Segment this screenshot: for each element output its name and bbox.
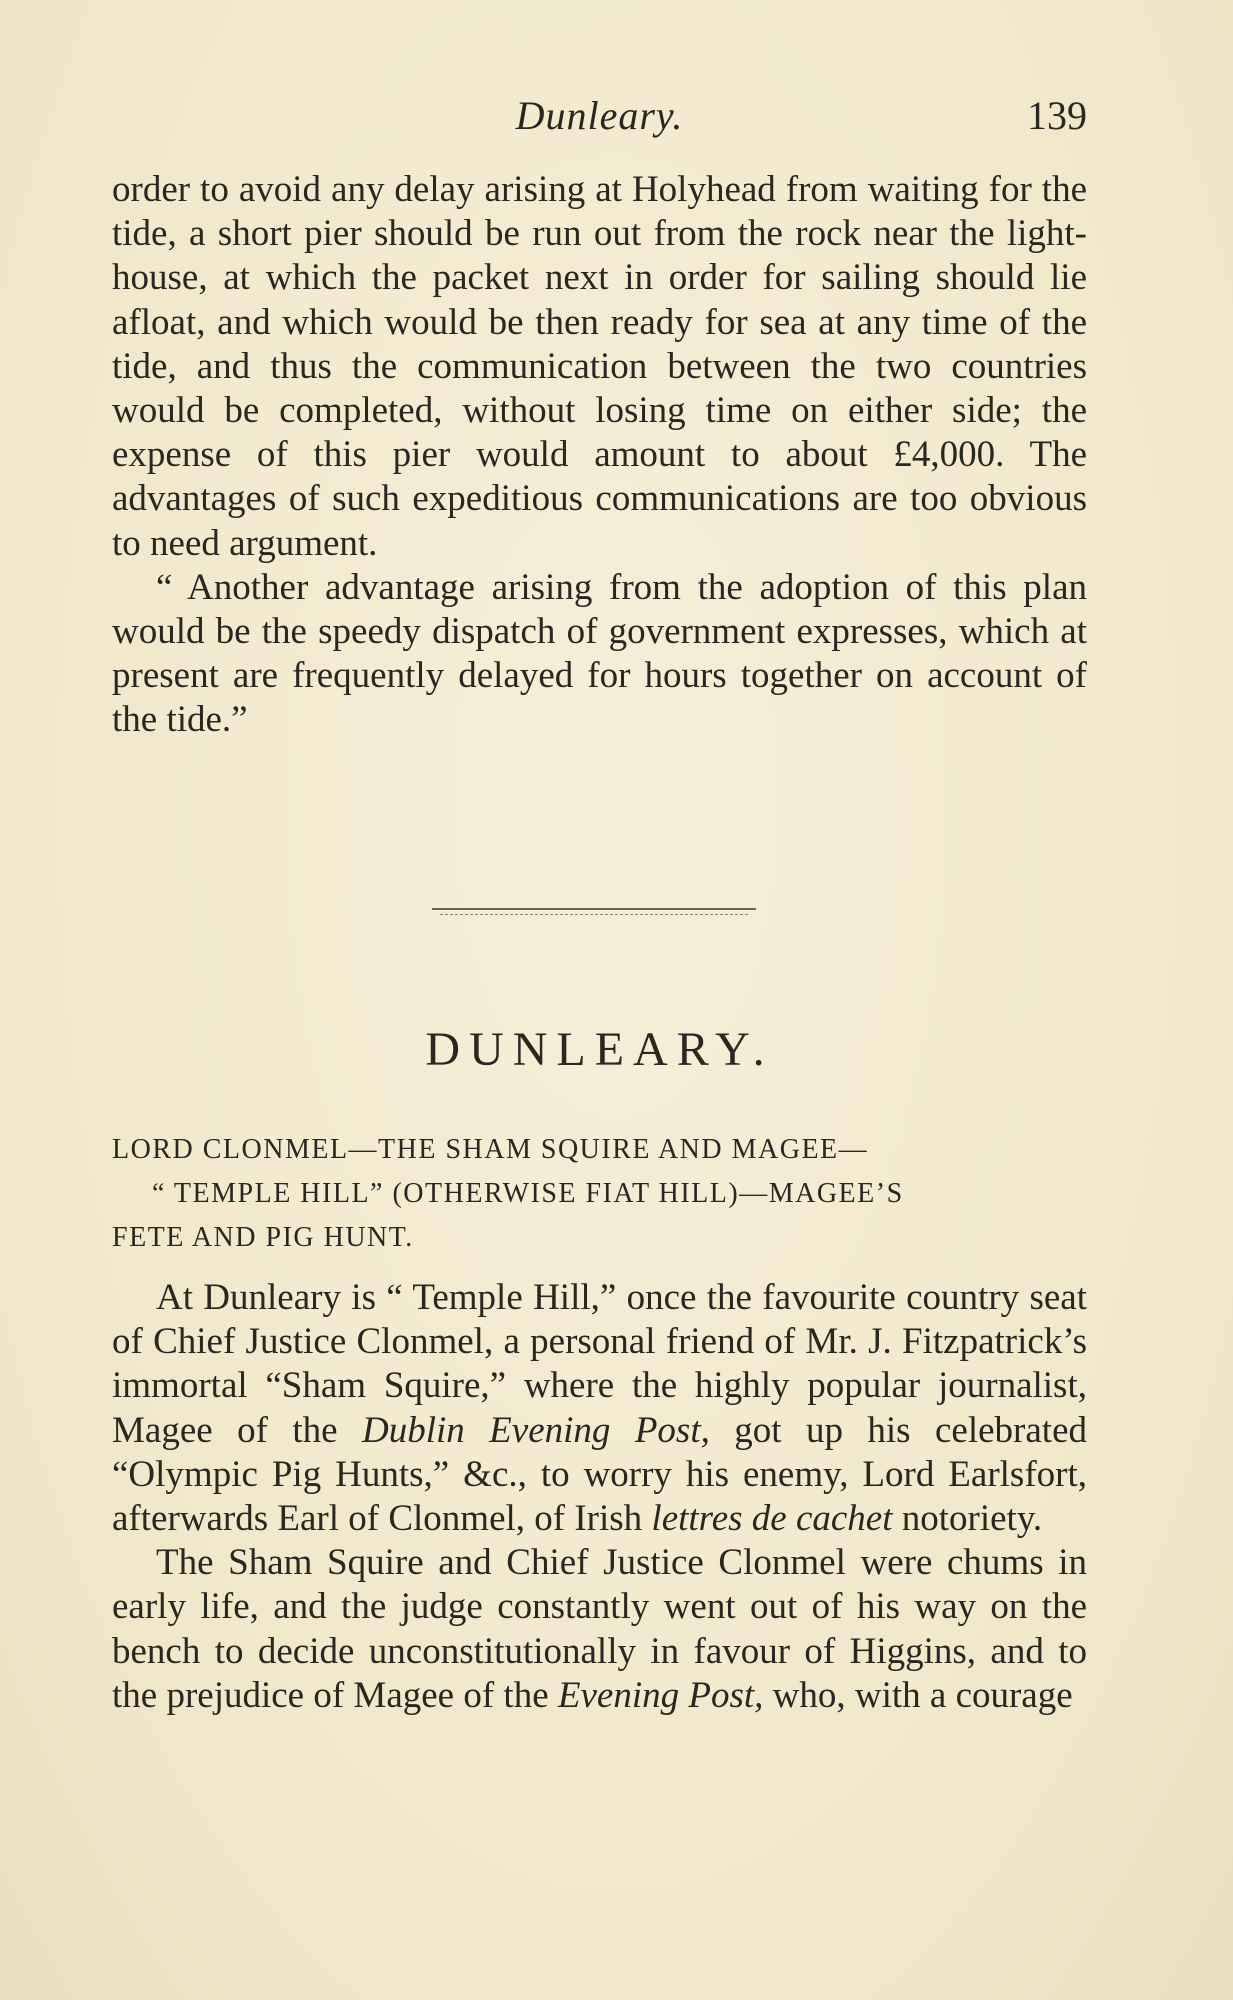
text-run: who, with a courage (763, 1674, 1073, 1716)
section-subheading (112, 1128, 1087, 1260)
subheading-line: “ TEMPLE HILL” (OTHERWISE FIAT HILL)—MAGEE’S (152, 1178, 904, 1209)
text-run: The Sham Squire and Chief Justice Clonmel were chums in early life, and the judge constantly went out of his way on the bench to decide unconstitutionally in favour of Higgins, and to the prejudice of Magee of the (112, 1542, 1087, 1716)
page-header (112, 92, 1087, 142)
page-number: 139 (1027, 93, 1087, 138)
continued-text (112, 168, 1087, 743)
italic-title: Evening Post, (557, 1674, 764, 1716)
paragraph (112, 1541, 1087, 1718)
subheading-line: LORD CLONMEL—THE SHAM SQUIRE AND MAGEE— (112, 1134, 869, 1165)
section-divider (432, 908, 756, 910)
text-run: got up his celebrated “Olympic Pig Hunts,” &c., to worry his enemy, Lord Earlsfort, afterwards Earl of Clonmel, of Irish (112, 1409, 1087, 1540)
text-run: At Dunleary is “ Temple Hill,” once the favourite country seat of Chief Justice Clonmel, a personal friend of Mr. J. Fitzpatrick’s immortal “Sham Squire,” where the highly popular journalist, Magee of the (112, 1277, 1087, 1451)
section-title: DUNLEARY. (425, 1023, 774, 1076)
italic-phrase: lettres de cachet (651, 1498, 893, 1540)
paragraph: “ Another advantage arising from the adoption of this plan would be the speedy dispatch of government expresses, which at present are frequently delayed for hours together on account of the tide.” (112, 566, 1087, 741)
running-title: Dunleary. (515, 93, 684, 138)
section-body (112, 1276, 1087, 1718)
text-run: notoriety. (892, 1498, 1043, 1540)
subheading-line: FETE AND PIG HUNT. (112, 1222, 414, 1253)
paragraph: order to avoid any delay arising at Holyhead from waiting for the tide, a short pier should be run out from the rock near the light-house, at which the packet next in order for sailing should lie afloat, and which would be then ready for sea at any time of the tide, and thus the communication between the two countries would be completed, without losing time on either side; the expense of this pier would amount to about £4,000. The advantages of such expeditious communications are too obvious to need argument. (112, 169, 1087, 564)
paragraph (112, 1276, 1087, 1541)
section-divider-dashed (440, 914, 748, 915)
italic-title: Dublin Evening Post, (361, 1409, 710, 1451)
